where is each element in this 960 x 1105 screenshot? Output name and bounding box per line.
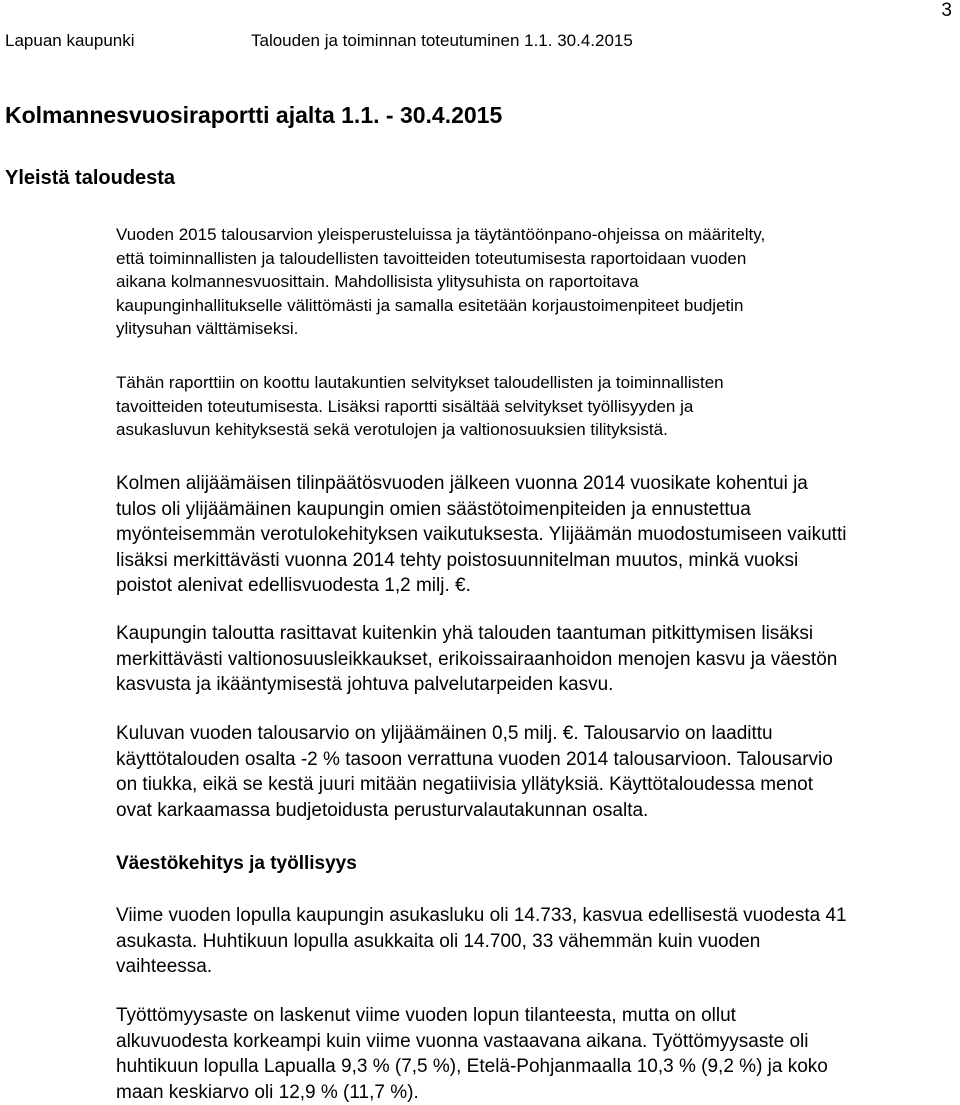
text-line: huhtikuun lopulla Lapualla 9,3 % (7,5 %), Etelä-Pohjanmaalla 10,3 % (9,2 %) ja koko [116,1056,828,1078]
text-line: myönteisemmän verotulokehityksen vaikutuksesta. Ylijäämän muodostumiseen vaikutti [116,524,847,546]
paragraph-population [116,903,847,980]
text-line: lisäksi merkittävästi vuonna 2014 tehty poistosuunnitelman muutos, minkä vuoksi [116,549,799,571]
text-line: maan keskiarvo oli 12,9 % (11,7 %). [116,1081,419,1103]
text-line: Kaupungin taloutta rasittavat kuitenkin yhä talouden taantuman pitkittymisen lisäksi [116,623,814,644]
text-line: Kolmen alijäämäisen tilinpäätösvuoden jälkeen vuonna 2014 vuosikate kohentui ja [116,473,808,494]
text-line: Tähän raporttiin on koottu lautakuntien selvitykset taloudellisten ja toiminnallisten [116,373,724,392]
paragraph-report-contents [116,371,724,442]
text-line: että toiminnallisten ja taloudellisten tavoitteiden toteutumisesta raportoidaan vuoden [116,248,747,268]
text-line: asukasta. Huhtikuun lopulla asukkaita oli 14.700, 33 vähemmän kuin vuoden [116,930,761,952]
running-header [5,30,705,52]
page-number: 3 [941,0,952,21]
paragraph-current-budget [116,721,833,823]
text-line: Työttömyysaste on laskenut viime vuoden lopun tilanteesta, mutta on ollut [116,1005,736,1026]
section-heading-population-employment: Väestökehitys ja työllisyys [116,853,357,874]
text-line: asukasluvun kehityksestä sekä verotulojen ja valtionosuuksien tilityksistä. [116,420,668,440]
text-line: poistot alenivat edellisvuodesta 1,2 milj. €. [116,575,471,597]
text-line: Kuluvan vuoden talousarvio on ylijäämäinen 0,5 milj. €. Talousarvio on laadittu [116,723,773,744]
text-line: alkuvuodesta korkeampi kuin viime vuonna vastaavana aikana. Työttömyysaste oli [116,1030,809,1052]
text-line: merkittävästi valtionosuusleikkaukset, erikoissairaanhoidon menojen kasvu ja väestön [116,648,838,670]
text-line: ovat karkaamassa budjetoidusta perusturvalautakunnan osalta. [116,799,649,821]
text-line: käyttötalouden osalta -2 % tasoon verrattuna vuoden 2014 talousarvioon. Talousarvio [116,748,833,770]
text-line: ylitysuhan välttämiseksi. [116,319,299,339]
section-heading-general-economy: Yleistä taloudesta [5,167,176,189]
report-title: Kolmannesvuosiraportti ajalta 1.1. - 30.4.2015 [5,102,503,128]
text-line: tavoitteiden toteutumisesta. Lisäksi raportti sisältää selvitykset työllisyyden ja [116,396,694,416]
text-line: kasvusta ja ikääntymisestä johtuva palvelutarpeiden kasvu. [116,674,614,696]
text-line: aikana kolmannesvuosittain. Mahdollisista ylitysuhista on raportoitava [116,272,639,292]
text-line: tulos oli ylijäämäinen kaupungin omien säästötoimenpiteiden ja ennustettua [116,498,751,520]
paragraph-unemployment [116,1003,828,1105]
paragraph-previous-results [116,471,846,599]
text-line: on tiukka, eikä se kestä juuri mitään negatiivisia yllätyksiä. Käyttötaloudessa menot [116,774,814,796]
document-title: Talouden ja toiminnan toteutuminen 1.1. 30.4.2015 [251,31,633,50]
paragraph-reporting-requirements [116,223,765,341]
paragraph-economic-burdens [116,621,837,698]
text-line: Vuoden 2015 talousarvion yleisperusteluissa ja täytäntöönpano-ohjeissa on määritelty, [116,225,766,244]
text-line: vaihteessa. [116,956,213,978]
organization-name: Lapuan kaupunki [5,31,135,50]
text-line: kaupunginhallitukselle välittömästi ja samalla esitetään korjaustoimenpiteet budjetin [116,295,744,315]
text-line: Viime vuoden lopulla kaupungin asukasluku oli 14.733, kasvua edellisestä vuodesta 41 [116,905,847,926]
